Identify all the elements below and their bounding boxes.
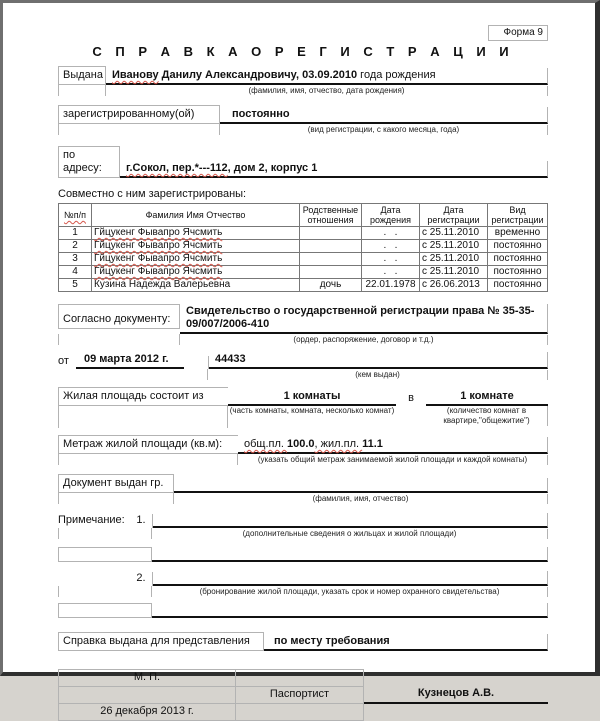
note1-row [58, 513, 548, 528]
from-date-row [58, 352, 548, 369]
note1-number: 1. [130, 514, 153, 528]
signer-position: Паспортист [236, 687, 364, 704]
issued-caption: (фамилия, имя, отчество, дата рождения) [106, 86, 548, 96]
doc-issued-to-label: Документ выдан гр. [58, 474, 174, 493]
signer-row [58, 687, 548, 704]
address-label: по адресу: [58, 146, 120, 178]
address-row [58, 146, 548, 178]
notes-label: Примечание: [58, 514, 125, 526]
address-rest: , дом 2, корпус 1 [227, 162, 318, 174]
document-label: Согласно документу: [58, 304, 180, 329]
doc-issued-to-value [174, 478, 548, 493]
document-caption-row [58, 334, 548, 345]
living-area-in-label: в [408, 392, 414, 404]
spacer-cell [58, 687, 236, 704]
spacer-cell [236, 669, 364, 687]
cell-num: 3 [59, 253, 92, 266]
cell-name: Кузина Надежда Валерьевна [92, 279, 300, 292]
cell-num: 4 [59, 266, 92, 279]
residents-label: Совместно с ним зарегистрированы: [58, 188, 247, 200]
living-area-value1: 1 комнаты [228, 390, 396, 406]
purpose-row [58, 632, 548, 651]
cell-reg-date: с 25.11.2010 [420, 266, 488, 279]
doc-issued-to-caption-row [58, 493, 548, 504]
spacer [58, 454, 238, 465]
spacer [58, 85, 106, 96]
note1-extra-line [152, 547, 548, 562]
cell-reg-date: с 25.11.2010 [420, 227, 488, 240]
note1-caption: (дополнительные сведения о жильцах и жилой площади) [152, 529, 548, 539]
form-number-row [58, 25, 548, 41]
living-area-value2: 1 комнате [426, 390, 548, 406]
residents-table-head [59, 204, 548, 227]
col-header-birth: Дата рождения [362, 204, 420, 227]
cell-relation: дочь [300, 279, 362, 292]
cell-reg-type: временно [488, 227, 548, 240]
note2-row [58, 571, 548, 586]
spacer [184, 356, 209, 369]
cell-num: 1 [59, 227, 92, 240]
stamp-label: М. П. [58, 669, 236, 687]
cell-name: Гйцукенг Фывапро Ячсмить [92, 266, 300, 279]
page-title: С П Р А В К А О Р Е Г И С Т Р А Ц И И [92, 44, 514, 59]
spacer [58, 586, 152, 597]
living-area-caption-row [58, 406, 548, 428]
cell-num: 5 [59, 279, 92, 292]
cell-reg-type: постоянно [488, 266, 548, 279]
living-area-caption1: (часть комнаты, комната, несколько комнат) [229, 406, 395, 415]
spacer-cell [236, 704, 364, 721]
cell-name: Гйцукенг Фывапро Ячсмить [92, 227, 300, 240]
cell-reg-type: постоянно [488, 240, 548, 253]
doc-issued-to-caption: (фамилия, имя, отчество) [174, 494, 548, 504]
cell-relation [300, 227, 362, 240]
spacer [58, 124, 220, 135]
living-area-label: Жилая площадь состоит из [58, 387, 228, 406]
issued-caption-row [58, 85, 548, 96]
spacer [58, 406, 228, 428]
cell-name: Гйцукенг Фывапро Ячсмить [92, 240, 300, 253]
date-row [58, 704, 548, 721]
note2-extra-line-row [58, 603, 548, 618]
cell-name: Гйцукенг Фывапро Ячсмить [92, 253, 300, 266]
issued-row [58, 66, 548, 85]
spacer [58, 547, 152, 562]
spacer [58, 334, 180, 345]
cell-birth: 22.01.1978 [362, 279, 420, 292]
cell-relation [300, 266, 362, 279]
purpose-value: по месту требования [264, 634, 548, 651]
table-row [59, 240, 548, 253]
issuer-caption: (кем выдан) [208, 370, 548, 380]
metrics-label: Метраж жилой площади (кв.м): [58, 435, 238, 454]
cell-birth: . . [362, 227, 420, 240]
metrics-value1: 100.0 [287, 438, 315, 450]
note1-extra-line-row [58, 547, 548, 562]
note1-value [153, 513, 548, 528]
metrics-value2: 11.1 [362, 438, 383, 450]
signer-name: Кузнецов А.В. [364, 687, 548, 704]
note2-extra-line [152, 603, 548, 618]
issued-name-misspelled: Иванову [112, 69, 159, 81]
note1-caption-row [58, 528, 548, 539]
note2-caption: (бронирование жилой площади, указать срок и номер охранного свидетельства) [152, 587, 548, 597]
address-misspelled: г.Сокол, пер.*---112 [126, 162, 228, 174]
issuer-caption-row [58, 369, 548, 380]
header-row [59, 204, 548, 227]
cell-reg-type: постоянно [488, 253, 548, 266]
registered-caption: (вид регистрации, с какого месяца, года) [220, 125, 548, 135]
cell-reg-date: с 25.11.2010 [420, 240, 488, 253]
metrics-caption-row [58, 454, 548, 465]
metrics-caption: (указать общий метраж занимаемой жилой площади и каждой комнаты) [238, 455, 548, 465]
from-label: от [58, 355, 69, 367]
registration-form [58, 25, 548, 721]
table-row [59, 253, 548, 266]
col-header-reg-date: Дата регистрации [420, 204, 488, 227]
spacer [396, 406, 426, 428]
spacer [58, 369, 208, 380]
registered-value: постоянно [220, 107, 548, 124]
issued-name-rest: Данилу Александровичу, 03.09.2010 [158, 69, 358, 81]
stamp-row [58, 669, 548, 687]
doc-issued-to-row [58, 474, 548, 493]
cell-relation [300, 253, 362, 266]
spacer [58, 603, 152, 618]
cell-birth: . . [362, 266, 420, 279]
metrics-value [238, 437, 548, 454]
cell-reg-date: с 26.06.2013 [420, 279, 488, 292]
registered-label: зарегистрированному(ой) [58, 105, 220, 124]
residents-tbody [59, 227, 548, 292]
metrics-prefix1: общ.пл. [244, 438, 288, 450]
metrics-row [58, 435, 548, 454]
residents-table [58, 203, 548, 292]
col-header-num: №п/п [59, 204, 92, 227]
cell-birth: . . [362, 240, 420, 253]
living-area-row [58, 387, 548, 406]
note2-value [153, 571, 548, 586]
purpose-label: Справка выдана для представления [58, 632, 264, 651]
address-value [120, 161, 548, 178]
registered-row [58, 105, 548, 124]
note2-caption-row [58, 586, 548, 597]
registered-caption-row [58, 124, 548, 135]
col-header-reg-type: Вид регистрации [488, 204, 548, 227]
metrics-prefix2: , жил.пл. [314, 438, 363, 450]
col-header-name: Фамилия Имя Отчество [92, 204, 300, 227]
from-date-value: 09 марта 2012 г. [76, 352, 184, 369]
note2-number: 2. [130, 572, 153, 586]
form-number-label: Форма 9 [488, 25, 548, 41]
cell-birth: . . [362, 253, 420, 266]
issued-value [106, 68, 548, 85]
document-value: Свидетельство о государственной регистрации права № 35-35-09/007/2006-410 [180, 304, 548, 334]
cell-reg-type: постоянно [488, 279, 548, 292]
cell-relation [300, 240, 362, 253]
issued-suffix: года рождения [357, 69, 436, 81]
living-area-caption2: (количество комнат в квартире,"общежитие") [426, 406, 548, 426]
document-caption: (ордер, распоряжение, договор и т.д.) [180, 335, 548, 345]
cell-num: 2 [59, 240, 92, 253]
col-header-relation: Родственные отношения [300, 204, 362, 227]
table-row [59, 227, 548, 240]
table-row [59, 266, 548, 279]
issued-label: Выдана [58, 66, 106, 85]
spacer [58, 493, 174, 504]
document-row [58, 304, 548, 334]
table-row [59, 279, 548, 292]
cell-reg-date: с 25.11.2010 [420, 253, 488, 266]
issuer-value: 44433 [209, 352, 548, 369]
spacer [58, 528, 152, 539]
signature-date: 26 декабря 2013 г. [58, 704, 236, 721]
